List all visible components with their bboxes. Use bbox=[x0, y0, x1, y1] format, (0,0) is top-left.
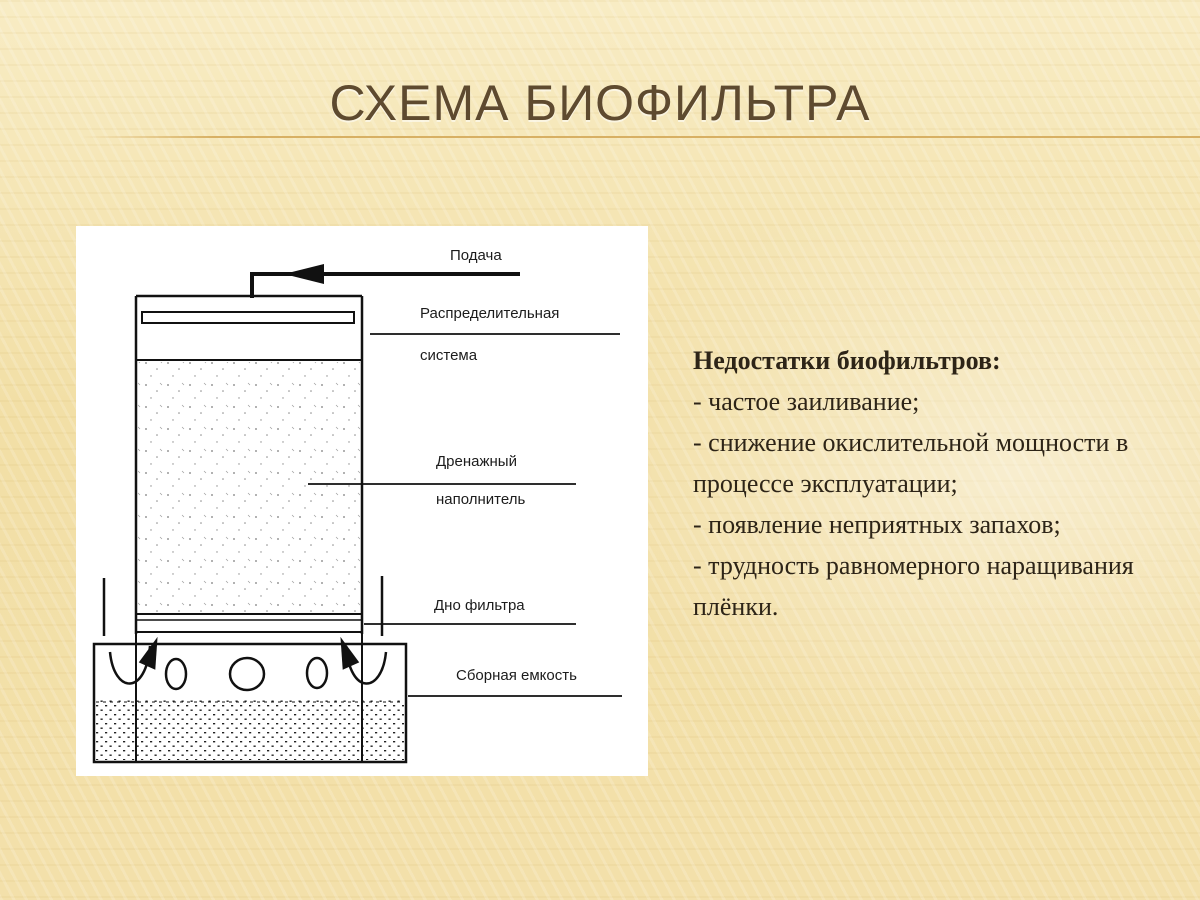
feed-pipe bbox=[252, 264, 520, 298]
drawback-item: - трудность равномерного наращивания плёнки. bbox=[693, 551, 1134, 621]
collection-tank bbox=[94, 634, 406, 762]
label-filler-line1: Дренажный bbox=[436, 453, 517, 470]
drawback-item: - частое заиливание; bbox=[693, 387, 920, 416]
drawback-item: - появление неприятных запахов; bbox=[693, 510, 1061, 539]
label-distribution-line2: система bbox=[420, 347, 478, 364]
label-filler-line2: наполнитель bbox=[436, 491, 526, 508]
biofilter-schematic bbox=[76, 226, 648, 776]
biofilter-diagram bbox=[76, 226, 648, 776]
title-underline bbox=[80, 136, 1200, 138]
label-distribution-line1: Распределительная bbox=[420, 305, 560, 322]
distribution-bar bbox=[142, 312, 354, 323]
drainage-filler bbox=[138, 362, 360, 612]
label-feed: Подача bbox=[450, 247, 502, 264]
drawbacks-heading: Недостатки биофильтров: bbox=[693, 346, 1001, 375]
filter-bottom-plate bbox=[136, 614, 362, 632]
label-filter-bottom: Дно фильтра bbox=[434, 597, 525, 614]
label-collection-tank: Сборная емкость bbox=[456, 667, 577, 684]
drawbacks-list bbox=[693, 340, 1163, 627]
slide-title: СХЕМА БИОФИЛЬТРА bbox=[329, 75, 871, 131]
drawback-item: - снижение окислительной мощности в процессе эксплуатации; bbox=[693, 428, 1129, 498]
